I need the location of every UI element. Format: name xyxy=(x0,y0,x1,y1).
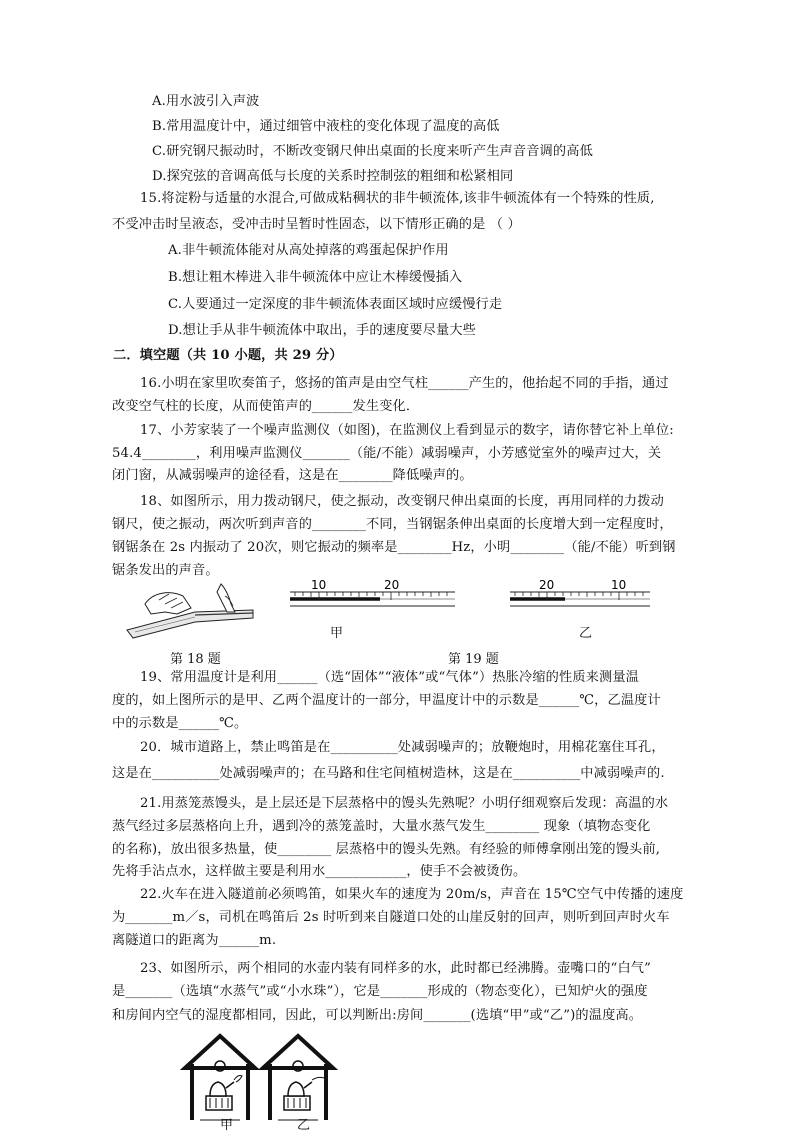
q15-option-a: A.非牛顿流体能对从高处掉落的鸡蛋起保护作用 xyxy=(168,243,449,258)
q16-line-1: 16.小明在家里吹奏笛子，悠扬的笛声是由空气柱______产生的，他抬起不同的手指，通过 xyxy=(140,376,669,391)
q21-line-4: 先将手沾点水，这样做主要是利用水____________，使手不会被烫伤。 xyxy=(112,864,527,879)
q21-line-3: 的名称)，放出很多热量，使________ 层蒸格中的馒头先熟。有经验的师傅拿刚出笼的馒头前, xyxy=(112,842,661,857)
house-jia-label: 甲 xyxy=(220,1118,234,1133)
q20-line-1: 20．城市道路上，禁止鸣笛是在__________处减弱噪声的；放鞭炮时，用棉花塞住耳孔， xyxy=(140,740,665,755)
q18-line-4: 锯条发出的声音。 xyxy=(112,563,219,578)
ruler-pluck-figure xyxy=(125,582,260,642)
kettle-houses-figure xyxy=(180,1028,340,1123)
q20-line-2: 这是在__________处减弱噪声的；在马路和住宅间植树造林，这是在__________中减弱噪声的. xyxy=(112,766,665,781)
q15-line-1: 15.将淀粉与适量的水混合,可做成粘稠状的非牛顿流体,该非牛顿流体有一个特殊的性质, xyxy=(140,191,655,206)
q14-option-a: A.用水波引入声波 xyxy=(152,94,260,109)
q15-option-c: C.人要通过一定深度的非牛顿流体表面区域时应缓慢行走 xyxy=(168,297,503,312)
figure-18-caption: 第 18 题 xyxy=(170,652,221,667)
q17-line-1: 17、小芳家装了一个噪声监测仪（如图)，在监测仪上看到显示的数字，请你替它补上单位: xyxy=(140,423,674,438)
q19-line-3: 中的示数是______℃。 xyxy=(112,716,248,731)
thermometer-yi xyxy=(505,578,655,608)
section-heading: 二．填空题（共 10 小题，共 29 分） xyxy=(113,348,343,363)
q16-line-2: 改变空气柱的长度，从而使笛声的______发生变化． xyxy=(112,399,420,414)
q23-line-2: 是_______（选填“水蒸气”或“小水珠”），它是_______形成的（物态变化），已知炉火的强度 xyxy=(112,984,648,999)
q22-line-1: 22.火车在进入隧道前必须鸣笛，如果火车的速度为 20m/s，声音在 15℃空气中传播的速度 xyxy=(140,887,684,902)
q15-line-2: 不受冲击时呈液态，受冲击时呈暂时性固态，以下情形正确的是 （ ） xyxy=(112,217,521,232)
q15-option-b: B.想让粗木棒进入非牛顿流体中应让木棒缓慢插入 xyxy=(168,270,463,285)
q19-line-2: 度的，如上图所示的是甲、乙两个温度计的一部分，甲温度计中的示数是______℃，乙温度计 xyxy=(112,693,661,708)
thermo-jia-tick-left: 10 xyxy=(311,578,327,592)
thermo-yi-tick-right: 10 xyxy=(611,578,627,592)
house-yi-label: 乙 xyxy=(297,1118,311,1133)
q22-line-3: 离隧道口的距离为______m. xyxy=(112,933,277,948)
q19-line-1: 19、常用温度计是利用______（选“固体”“液体”或“气体”）热胀冷缩的性质来测量温 xyxy=(140,670,640,685)
thermo-yi-tick-left: 20 xyxy=(539,578,555,592)
thermometer-yi-label: 乙 xyxy=(579,626,593,641)
q14-option-b: B.常用温度计中，通过细管中液柱的变化体现了温度的高低 xyxy=(152,119,500,134)
q23-line-1: 23、如图所示，两个相同的水壶内装有同样多的水，此时都已经沸腾。壶嘴口的“白气” xyxy=(140,961,652,976)
thermo-jia-tick-right: 20 xyxy=(384,578,400,592)
thermometer-jia-label: 甲 xyxy=(330,626,344,641)
q21-line-1: 21.用蒸笼蒸馒头，是上层还是下层蒸格中的馒头先熟呢？小明仔细观察后发现：高温的水 xyxy=(140,796,669,811)
figure-19-caption: 第 19 题 xyxy=(448,652,499,667)
q17-line-3: 闭门窗，从减弱噪声的途径看，这是在________降低噪声的。 xyxy=(112,468,473,483)
q15-option-d: D.想让手从非牛顿流体中取出，手的速度要尽量大些 xyxy=(168,323,477,338)
q14-option-c: C.研究钢尺振动时，不断改变钢尺伸出桌面的长度来听产生声音音调的高低 xyxy=(152,144,593,159)
q14-option-d: D.探究弦的音调高低与长度的关系时控制弦的粗细和松紧相同 xyxy=(152,169,514,184)
q21-line-2: 蒸气经过多层蒸格向上升，遇到冷的蒸笼盖时，大量水蒸气发生________ 现象（填物态变化 xyxy=(112,819,651,834)
q18-line-3: 钢锯条在 2s 内振动了 20次，则它振动的频率是________Hz，小明________（能/不能）听到钢 xyxy=(112,540,676,555)
q17-line-2: 54.4________，利用噪声监测仪_______（能/不能）减弱噪声，小芳感觉室外的噪声过大，关 xyxy=(112,446,662,461)
house-yi xyxy=(263,1036,333,1120)
thermometer-jia xyxy=(285,578,460,608)
q18-line-1: 18、如图所示，用力拨动钢尺，使之振动，改变钢尺伸出桌面的长度，再用同样的力拨动 xyxy=(140,494,664,509)
q18-line-2: 钢尺，使之振动，两次听到声音的________不同，当钢锯条伸出桌面的长度增大到一定程度时， xyxy=(112,517,673,532)
q22-line-2: 为_______m／s，司机在鸣笛后 2s 时听到来自隧道口处的山崖反射的回声，则听到回声时火车 xyxy=(112,910,670,925)
house-jia xyxy=(185,1036,255,1120)
q23-line-3: 和房间内空气的湿度都相同，因此，可以判断出:房间_______(选填“甲”或“乙”)的温度高。 xyxy=(112,1008,643,1023)
